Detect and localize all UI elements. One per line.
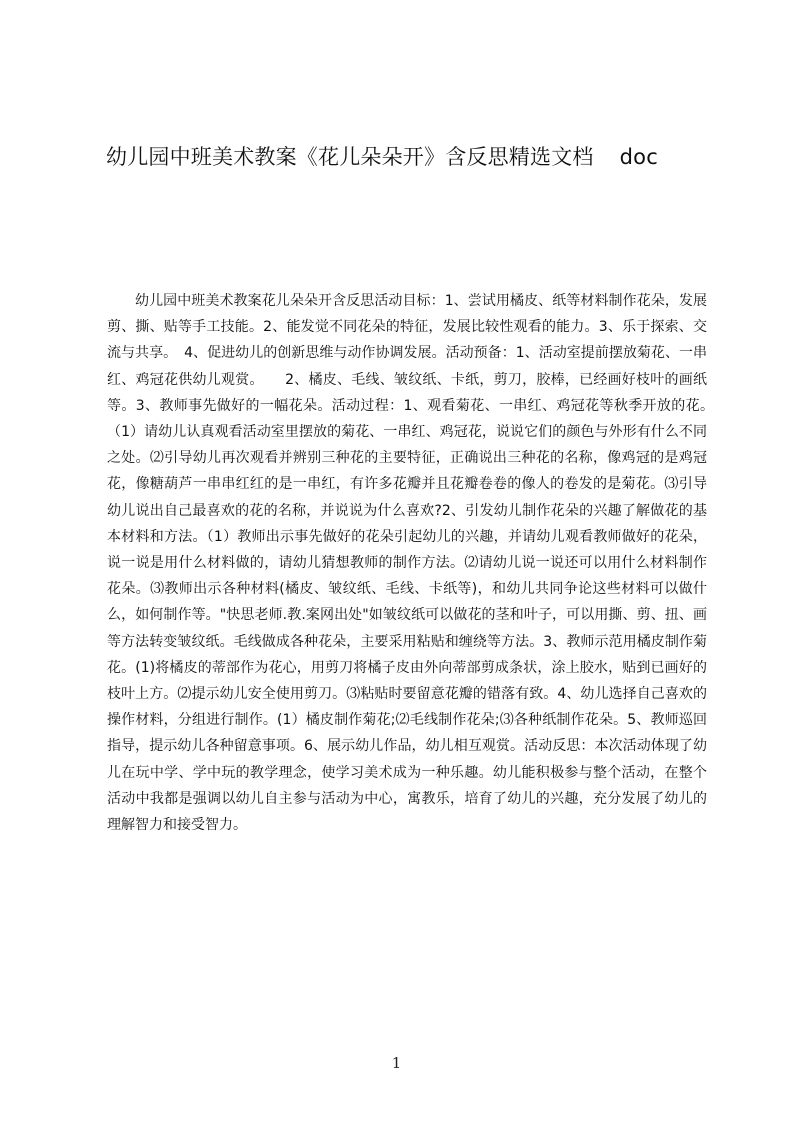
page-number: 1	[391, 1054, 402, 1072]
title-text: 幼儿园中班美术教案《花儿朵朵开》含反思精选文档	[106, 145, 594, 169]
document-body-paragraph: 幼儿园中班美术教案花儿朵朵开含反思活动目标：1、尝试用橘皮、纸等材料制作花朵，发展剪、撕、贴等手工技能。2、能发觉不同花朵的特征，发展比较性观看的能力。3、乐于探索、交流与共享。 4、促进幼儿的创新思维与动作协调发展。活动预备：1、活动室提前摆放菊花、一串红、鸡冠花供幼儿观赏。 2、橘皮、毛线、皱纹纸、卡纸，剪刀，胶棒，已经画好枝叶的画纸等。3、教师事先做好的一幅花朵。活动过程：1、观看菊花、一串红、鸡冠花等秋季开放的花。 （1）请幼儿认真观看活动室里摆放的菊花、一串红、鸡冠花，说说它们的颜色与外形有什么不同之处。⑵引导幼儿再次观看并辨别三种花的主要特征，正确说出三种花的名称，像鸡冠的是鸡冠花，像糖葫芦一串串红红的是一串红，有许多花瓣并且花瓣卷卷的像人的卷发的是菊花。⑶引导幼儿说出自己最喜欢的花的名称，并说说为什么喜欢?2、引发幼儿制作花朵的兴趣了解做花的基本材料和方法。（1）教师出示事先做好的花朵引起幼儿的兴趣，并请幼儿观看教师做好的花朵，说一说是用什么材料做的，请幼儿猜想教师的制作方法。⑵请幼儿说一说还可以用什么材料制作花朵。⑶教师出示各种材料(橘皮、皱纹纸、毛线、卡纸等)，和幼儿共同争论这些材料可以做什么，如何制作等。"快思老师.教.案网出处"如皱纹纸可以做花的茎和叶子，可以用撕、剪、扭、画等方法转变皱纹纸。毛线做成各种花朵，主要采用粘贴和缠绕等方法。3、教师示范用橘皮制作菊花。(1)将橘皮的蒂部作为花心，用剪刀将橘子皮由外向蒂部剪成条状，涂上胶水，贴到已画好的枝叶上方。⑵提示幼儿安全使用剪刀。⑶粘贴时要留意花瓣的错落有致。4、幼儿选择自己喜欢的操作材料，分组进行制作。(1）橘皮制作菊花;⑵毛线制作花朵;⑶各种纸制作花朵。5、教师巡回指导，提示幼儿各种留意事项。6、展示幼儿作品，幼儿相互观赏。活动反思：本次活动体现了幼儿在玩中学、学中玩的教学理念，使学习美术成为一种乐趣。幼儿能积极参与整个活动，在整个活动中我都是强调以幼儿自主参与活动为中心，寓教乐，培育了幼儿的兴趣，充分发展了幼儿的理解智力和接受智力。	[107, 293, 721, 834]
document-title	[106, 143, 706, 171]
title-suffix: doc	[619, 145, 658, 169]
